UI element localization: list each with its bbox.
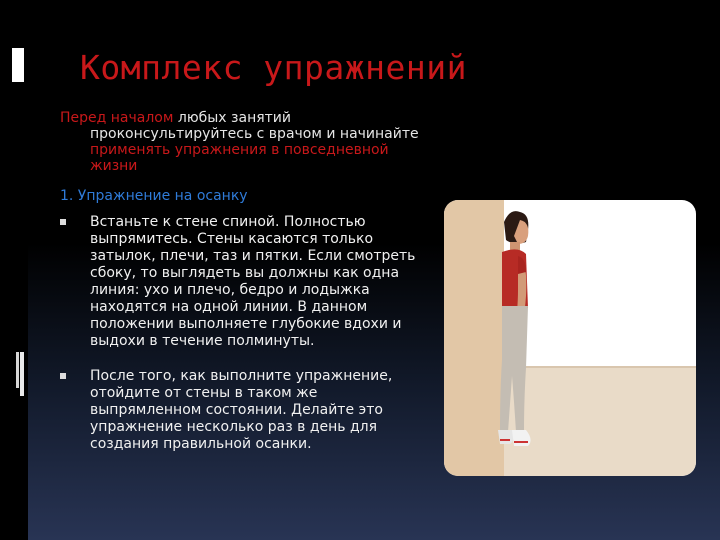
intro-white-1: любых занятий <box>173 110 291 126</box>
decor-stripe-1 <box>16 352 19 388</box>
intro-red-3: жизни <box>90 158 138 174</box>
bullet-marker <box>60 219 66 225</box>
decor-block-top <box>12 48 24 82</box>
bullet-2-line: После того, как выполните упражнение, <box>90 368 393 384</box>
bullet-2-line: отойдите от стены в таком же <box>90 385 318 401</box>
intro-text <box>60 110 458 174</box>
bullet-2-line: выпрямленном состоянии. Делайте это <box>90 402 383 418</box>
intro-red-1: Перед началом <box>60 110 174 126</box>
bullet-1-line: выдохи в течение полминуты. <box>90 333 315 349</box>
section-heading: 1. Упражнение на осанку <box>60 188 248 204</box>
slide-title: Комплекс упражнений <box>80 48 467 87</box>
bullet-1-line: положении выполняете глубокие вдохи и <box>90 316 402 332</box>
posture-illustration <box>444 200 696 476</box>
intro-red-2: применять упражнения в повседневной <box>90 142 389 158</box>
intro-white-2: проконсультируйтесь с врачом и начинайте <box>90 126 419 142</box>
woman-figure <box>444 200 696 476</box>
bullet-2-text <box>90 368 470 453</box>
bullet-1-line: выпрямитесь. Стены касаются только <box>90 231 374 247</box>
bullet-1-line: линия: ухо и плечо, бедро и лодыжка <box>90 282 370 298</box>
bullet-1-line: затылок, плечи, таз и пятки. Если смотреть <box>90 248 416 264</box>
bullet-1-line: сбоку, то выглядеть вы должны как одна <box>90 265 400 281</box>
bullet-1-text <box>90 214 470 350</box>
left-decor-bar <box>0 0 28 540</box>
bullet-1-line: Встаньте к стене спиной. Полностью <box>90 214 366 230</box>
decor-stripe-2 <box>20 352 24 396</box>
bullet-1-line: находятся на одной линии. В данном <box>90 299 368 315</box>
bullet-marker <box>60 373 66 379</box>
bullet-2-line: создания правильной осанки. <box>90 436 312 452</box>
bullet-2-line: упражнение несколько раз в день для <box>90 419 378 435</box>
